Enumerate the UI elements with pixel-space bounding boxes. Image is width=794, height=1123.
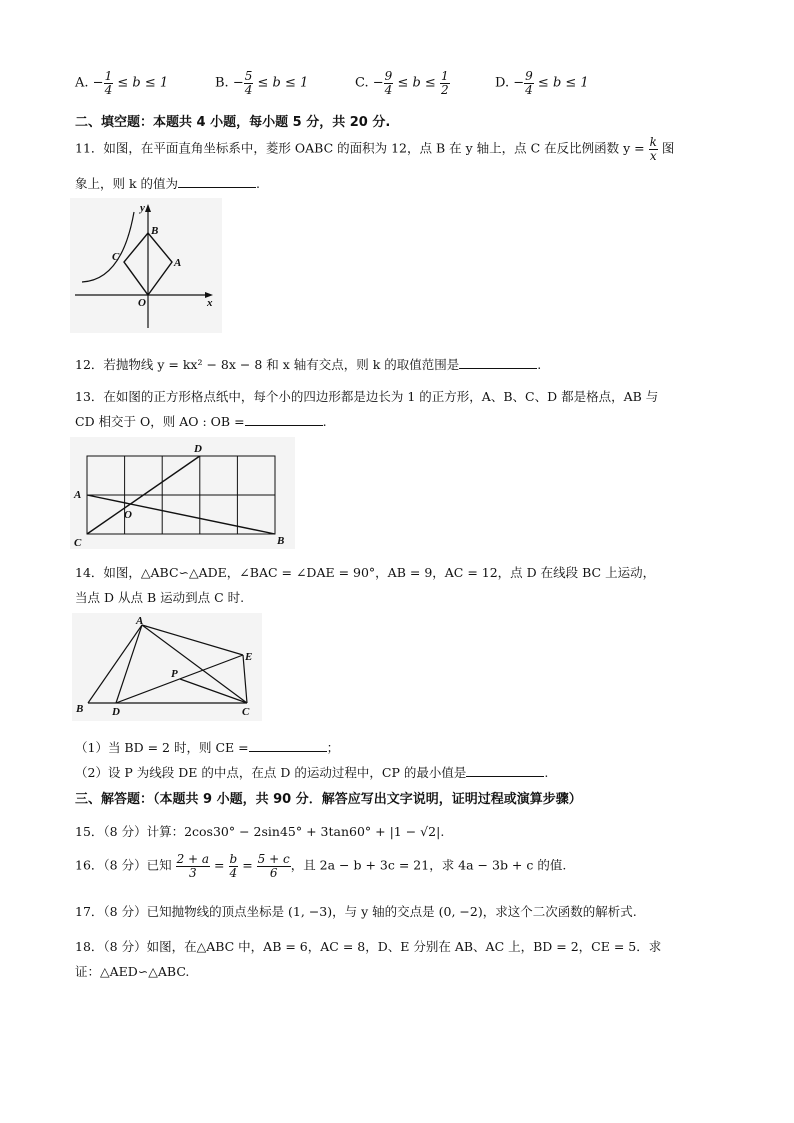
label-c: C — [112, 251, 120, 263]
question-11-line-1: 11．如图，在平面直角坐标系中，菱形 OABC 的面积为 12，点 B 在 y 轴上，点 C 在反比例函数 y = $\frac{k}{x}$ 图 — [75, 135, 675, 163]
figure-background — [70, 198, 222, 333]
label-a: A — [136, 615, 144, 627]
option-c: C. − $\frac{9}{4}$ ≤ b ≤ $\frac{1}{2}$ — [355, 69, 449, 97]
question-14-part-1: （1）当 BD = 2 时，则 CE = ； — [75, 740, 340, 755]
question-13-line-1: 13．在如图的正方形格点纸中，每个小的四边形都是边长为 1 的正方形，A、B、C、D 都是格点，AB 与 — [75, 389, 659, 404]
label-d: D — [194, 443, 202, 455]
option-d: D. − $\frac{9}{4}$ ≤ b ≤ 1 — [495, 69, 589, 97]
label-p: P — [171, 668, 178, 680]
label-b: B — [277, 535, 285, 547]
option-d-fraction: $\frac{9}{4}$ — [525, 69, 533, 97]
question-18-line-1: 18．（8 分）如图，在△ABC 中，AB = 6，AC = 8，D、E 分别在 AB、AC 上，BD = 2，CE = 5．求 — [75, 939, 662, 954]
label-x: x — [207, 297, 213, 309]
label-y: y — [140, 202, 145, 214]
q13-figure — [70, 437, 295, 549]
answer-blank — [178, 177, 256, 188]
question-14-part-2: （2）设 P 为线段 DE 的中点，在点 D 的运动过程中，CP 的最小值是 . — [75, 765, 549, 780]
label-d: D — [112, 706, 120, 718]
q16-fraction-3: $\frac{5 + c}{6}$ — [257, 852, 290, 880]
label-b: B — [151, 225, 159, 237]
figure-background — [72, 613, 262, 721]
question-16: 16．（8 分）已知 $\frac{2 + a}{3}$ = $\frac{b}{4}$ = $\frac{5 + c}{6}$ ，且 2a − b + 3c = 21，求 4a − 3b + c 的值. — [75, 852, 567, 880]
label-c: C — [74, 537, 82, 549]
q16-fraction-2: $\frac{b}{4}$ — [229, 852, 238, 880]
option-b-fraction: $\frac{5}{4}$ — [244, 69, 253, 97]
figure-background — [70, 437, 295, 549]
section-3-title: 三、解答题：（本题共 9 小题，共 90 分．解答应写出文字说明，证明过程或演算步骤） — [75, 792, 582, 807]
answer-blank — [459, 358, 537, 369]
section-2-title: 二、填空题：本题共 4 小题，每小题 5 分，共 20 分. — [75, 115, 391, 130]
answer-blank — [245, 415, 323, 426]
question-14-line-2: 当点 D 从点 B 运动到点 C 时. — [75, 590, 245, 605]
q11-fraction: $\frac{k}{x}$ — [649, 135, 657, 163]
q16-fraction-1: $\frac{2 + a}{3}$ — [176, 852, 210, 880]
option-c-fraction-2: $\frac{1}{2}$ — [440, 69, 449, 97]
option-a: A. − $\frac{1}{4}$ ≤ b ≤ 1 — [75, 69, 169, 97]
q14-figure — [72, 613, 262, 721]
label-a: A — [74, 489, 82, 501]
question-17: 17．（8 分）已知抛物线的顶点坐标是 (1, −3)，与 y 轴的交点是 (0, −2)，求这个二次函数的解析式. — [75, 904, 637, 919]
question-15: 15．（8 分）计算：2cos30° − 2sin45° + 3tan60° + |1 − √2|. — [75, 824, 445, 839]
option-c-fraction: $\frac{9}{4}$ — [384, 69, 393, 97]
label-o: O — [124, 509, 132, 521]
label-b: B — [76, 703, 84, 715]
question-11-line-2: 象上，则 k 的值为 . — [75, 176, 261, 191]
question-14-line-1: 14．如图，△ABC∽△ADE，∠BAC = ∠DAE = 90°，AB = 9，AC = 12，点 D 在线段 BC 上运动， — [75, 565, 656, 580]
option-a-fraction: $\frac{1}{4}$ — [104, 69, 113, 97]
label-o: O — [138, 297, 146, 309]
question-12: 12．若抛物线 y = kx² − 8x − 8 和 x 轴有交点，则 k 的取值范围是 . — [75, 357, 542, 372]
q11-figure — [70, 198, 222, 333]
answer-blank — [466, 766, 544, 777]
question-13-line-2: CD 相交于 O，则 AO : OB = . — [75, 414, 327, 429]
label-a: A — [174, 257, 182, 269]
answer-blank — [249, 741, 327, 752]
label-e: E — [245, 651, 253, 663]
option-b: B. − $\frac{5}{4}$ ≤ b ≤ 1 — [215, 69, 309, 97]
label-c: C — [242, 706, 250, 718]
question-18-line-2: 证：△AED∽△ABC. — [75, 964, 190, 979]
